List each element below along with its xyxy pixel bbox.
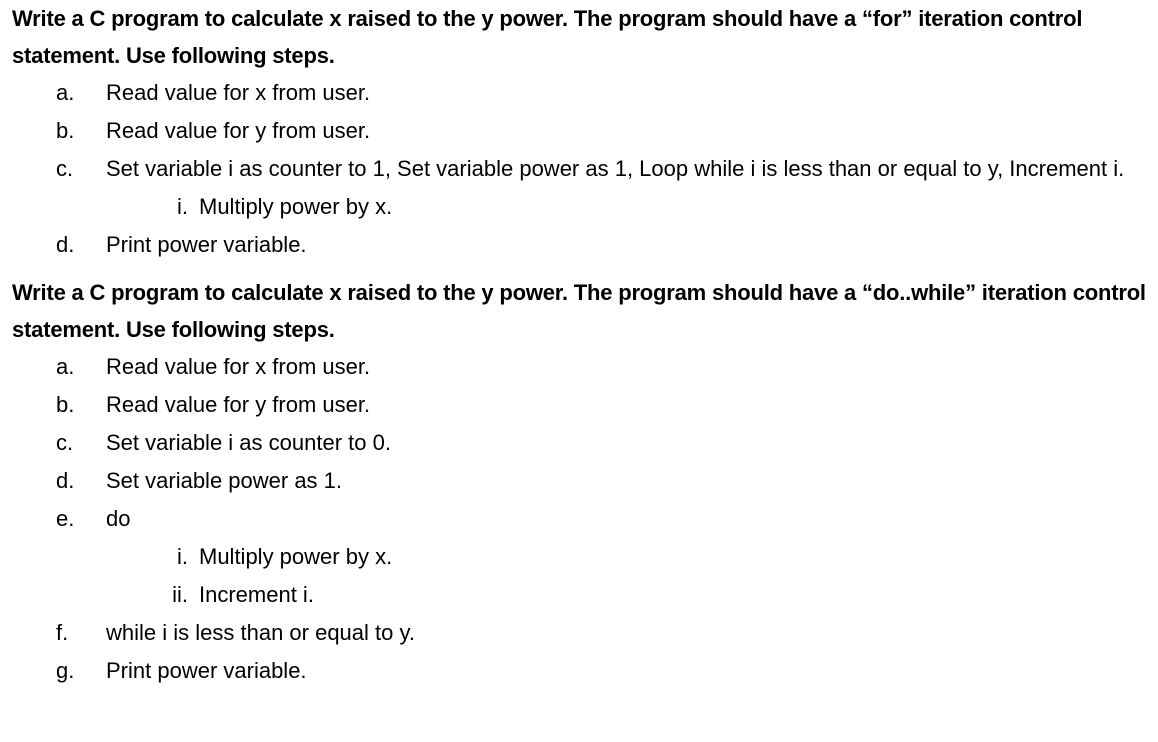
- list-marker: c.: [56, 156, 74, 181]
- list-marker: a.: [56, 354, 75, 379]
- list-item-text: Set variable i as counter to 1, Set variable power as 1, Loop while i is less than or equal to y, Increment i.: [106, 156, 1125, 181]
- sub-list-marker: i.: [177, 544, 188, 569]
- list-marker: g.: [56, 658, 75, 683]
- list-item: [12, 226, 1152, 264]
- list-item-text: do: [106, 506, 131, 531]
- list-item-text: Read value for x from user.: [106, 354, 371, 379]
- list-marker: e.: [56, 506, 75, 531]
- list-item-text: Read value for x from user.: [106, 80, 371, 105]
- substep-list: [106, 188, 1152, 226]
- list-item-text: Print power variable.: [106, 658, 307, 683]
- sub-list-item: [12, 576, 1152, 614]
- sub-list-item-text: Multiply power by x.: [199, 194, 393, 219]
- list-item: [12, 74, 1152, 112]
- section-do-while-loop: [12, 274, 1152, 690]
- sub-list-item: [12, 188, 1152, 226]
- section-for-loop: [12, 0, 1152, 264]
- list-marker: b.: [56, 118, 75, 143]
- list-marker: f.: [56, 620, 69, 645]
- list-item: [12, 112, 1152, 150]
- step-list: [12, 348, 1152, 690]
- list-item-text: Read value for y from user.: [106, 118, 371, 143]
- sub-list-marker: ii.: [172, 582, 188, 607]
- list-item-text: Print power variable.: [106, 232, 307, 257]
- list-item: [12, 614, 1152, 652]
- list-item-text: while i is less than or equal to y.: [106, 620, 415, 645]
- list-item: [12, 652, 1152, 690]
- list-item: [12, 386, 1152, 424]
- section-heading: Write a C program to calculate x raised to the y power. The program should have a “do..while” iteration control statement. Use following steps.: [12, 280, 1146, 342]
- list-item-text: Set variable i as counter to 0.: [106, 430, 391, 455]
- sub-list-marker: i.: [177, 194, 188, 219]
- list-item: [12, 462, 1152, 500]
- list-marker: b.: [56, 392, 75, 417]
- section-heading: Write a C program to calculate x raised to the y power. The program should have a “for” iteration control statement. Use following steps.: [12, 6, 1083, 68]
- sub-list-item: [12, 538, 1152, 576]
- list-item-text: Set variable power as 1.: [106, 468, 343, 493]
- list-marker: d.: [56, 468, 75, 493]
- sub-list-item-text: Increment i.: [199, 582, 314, 607]
- list-item: [12, 500, 1152, 614]
- list-item: [12, 424, 1152, 462]
- list-marker: c.: [56, 430, 74, 455]
- step-list: [12, 74, 1152, 264]
- list-marker: a.: [56, 80, 75, 105]
- list-item: [12, 150, 1152, 226]
- sub-list-item-text: Multiply power by x.: [199, 544, 393, 569]
- list-item: [12, 348, 1152, 386]
- list-marker: d.: [56, 232, 75, 257]
- list-item-text: Read value for y from user.: [106, 392, 371, 417]
- substep-list: [106, 538, 1152, 614]
- document: [12, 0, 1152, 690]
